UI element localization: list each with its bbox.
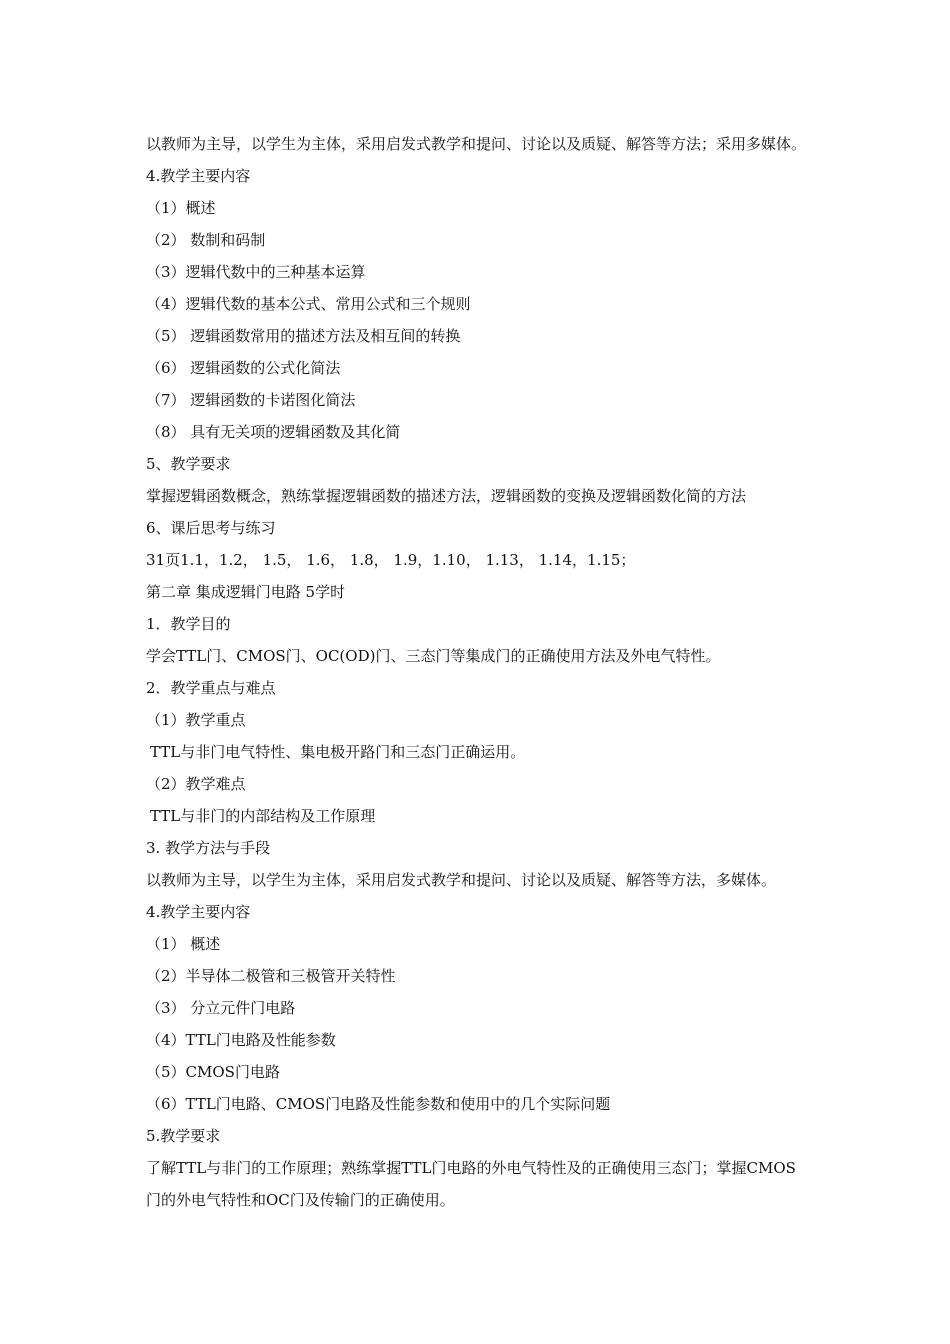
paragraph-requirements-2-line-2: 门的外电气特性和OC门及传输门的正确使用。 — [146, 1191, 455, 1209]
subheading-key-points: （1）教学重点 — [146, 711, 246, 729]
heading-requirements-2: 5.教学要求 — [146, 1127, 221, 1145]
paragraph-requirements-2-line-1: 了解TTL与非门的工作原理；熟练掌握TTL门电路的外电气特性及的正确使用三态门；掌握CMOS — [146, 1159, 796, 1177]
list-item: （1） 概述 — [146, 935, 221, 953]
heading-key-points: 2．教学重点与难点 — [146, 679, 276, 697]
list-item: （3）逻辑代数中的三种基本运算 — [146, 263, 366, 281]
list-item: （2） 数制和码制 — [146, 231, 266, 249]
document-body — [146, 130, 866, 1218]
heading-requirements-1: 5、教学要求 — [146, 455, 231, 473]
paragraph-difficulties: TTL与非门的内部结构及工作原理 — [150, 807, 376, 825]
list-item: （4）逻辑代数的基本公式、常用公式和三个规则 — [146, 295, 471, 313]
paragraph-requirements-1: 掌握逻辑函数概念，熟练掌握逻辑函数的描述方法，逻辑函数的变换及逻辑函数化简的方法 — [146, 487, 747, 505]
heading-method-2: 3. 教学方法与手段 — [146, 839, 271, 857]
list-item: （7） 逻辑函数的卡诺图化简法 — [146, 391, 356, 409]
list-item: （6） 逻辑函数的公式化简法 — [146, 359, 341, 377]
list-item: （5） 逻辑函数常用的描述方法及相互间的转换 — [146, 327, 461, 345]
paragraph-method-1: 以教师为主导，以学生为主体，采用启发式教学和提问、讨论以及质疑、解答等方法；采用多媒体。 — [146, 135, 807, 153]
paragraph-objectives: 学会TTL门、CMOS门、OC(OD)门、三态门等集成门的正确使用方法及外电气特性。 — [146, 647, 721, 665]
paragraph-method-2: 以教师为主导，以学生为主体，采用启发式教学和提问、讨论以及质疑、解答等方法，多媒体。 — [146, 871, 777, 889]
paragraph-key-points: TTL与非门电气特性、集电极开路门和三态门正确运用。 — [150, 743, 526, 761]
list-item: （5）CMOS门电路 — [146, 1063, 280, 1081]
list-item: （4）TTL门电路及性能参数 — [146, 1031, 336, 1049]
heading-main-content-2: 4.教学主要内容 — [146, 903, 251, 921]
paragraph-exercises: 31页1.1，1.2， 1.5， 1.6， 1.8， 1.9，1.10， 1.13， 1.14，1.15； — [146, 551, 636, 569]
list-item: （3） 分立元件门电路 — [146, 999, 296, 1017]
heading-main-content-1: 4.教学主要内容 — [146, 167, 251, 185]
list-item: （2）半导体二极管和三极管开关特性 — [146, 967, 396, 985]
subheading-difficulties: （2）教学难点 — [146, 775, 246, 793]
chapter-title: 第二章 集成逻辑门电路 5学时 — [146, 583, 346, 601]
list-item: （8） 具有无关项的逻辑函数及其化简 — [146, 423, 401, 441]
list-item: （6）TTL门电路、CMOS门电路及性能参数和使用中的几个实际问题 — [146, 1095, 611, 1113]
list-item: （1）概述 — [146, 199, 216, 217]
heading-exercises: 6、课后思考与练习 — [146, 519, 276, 537]
heading-objectives: 1．教学目的 — [146, 615, 231, 633]
